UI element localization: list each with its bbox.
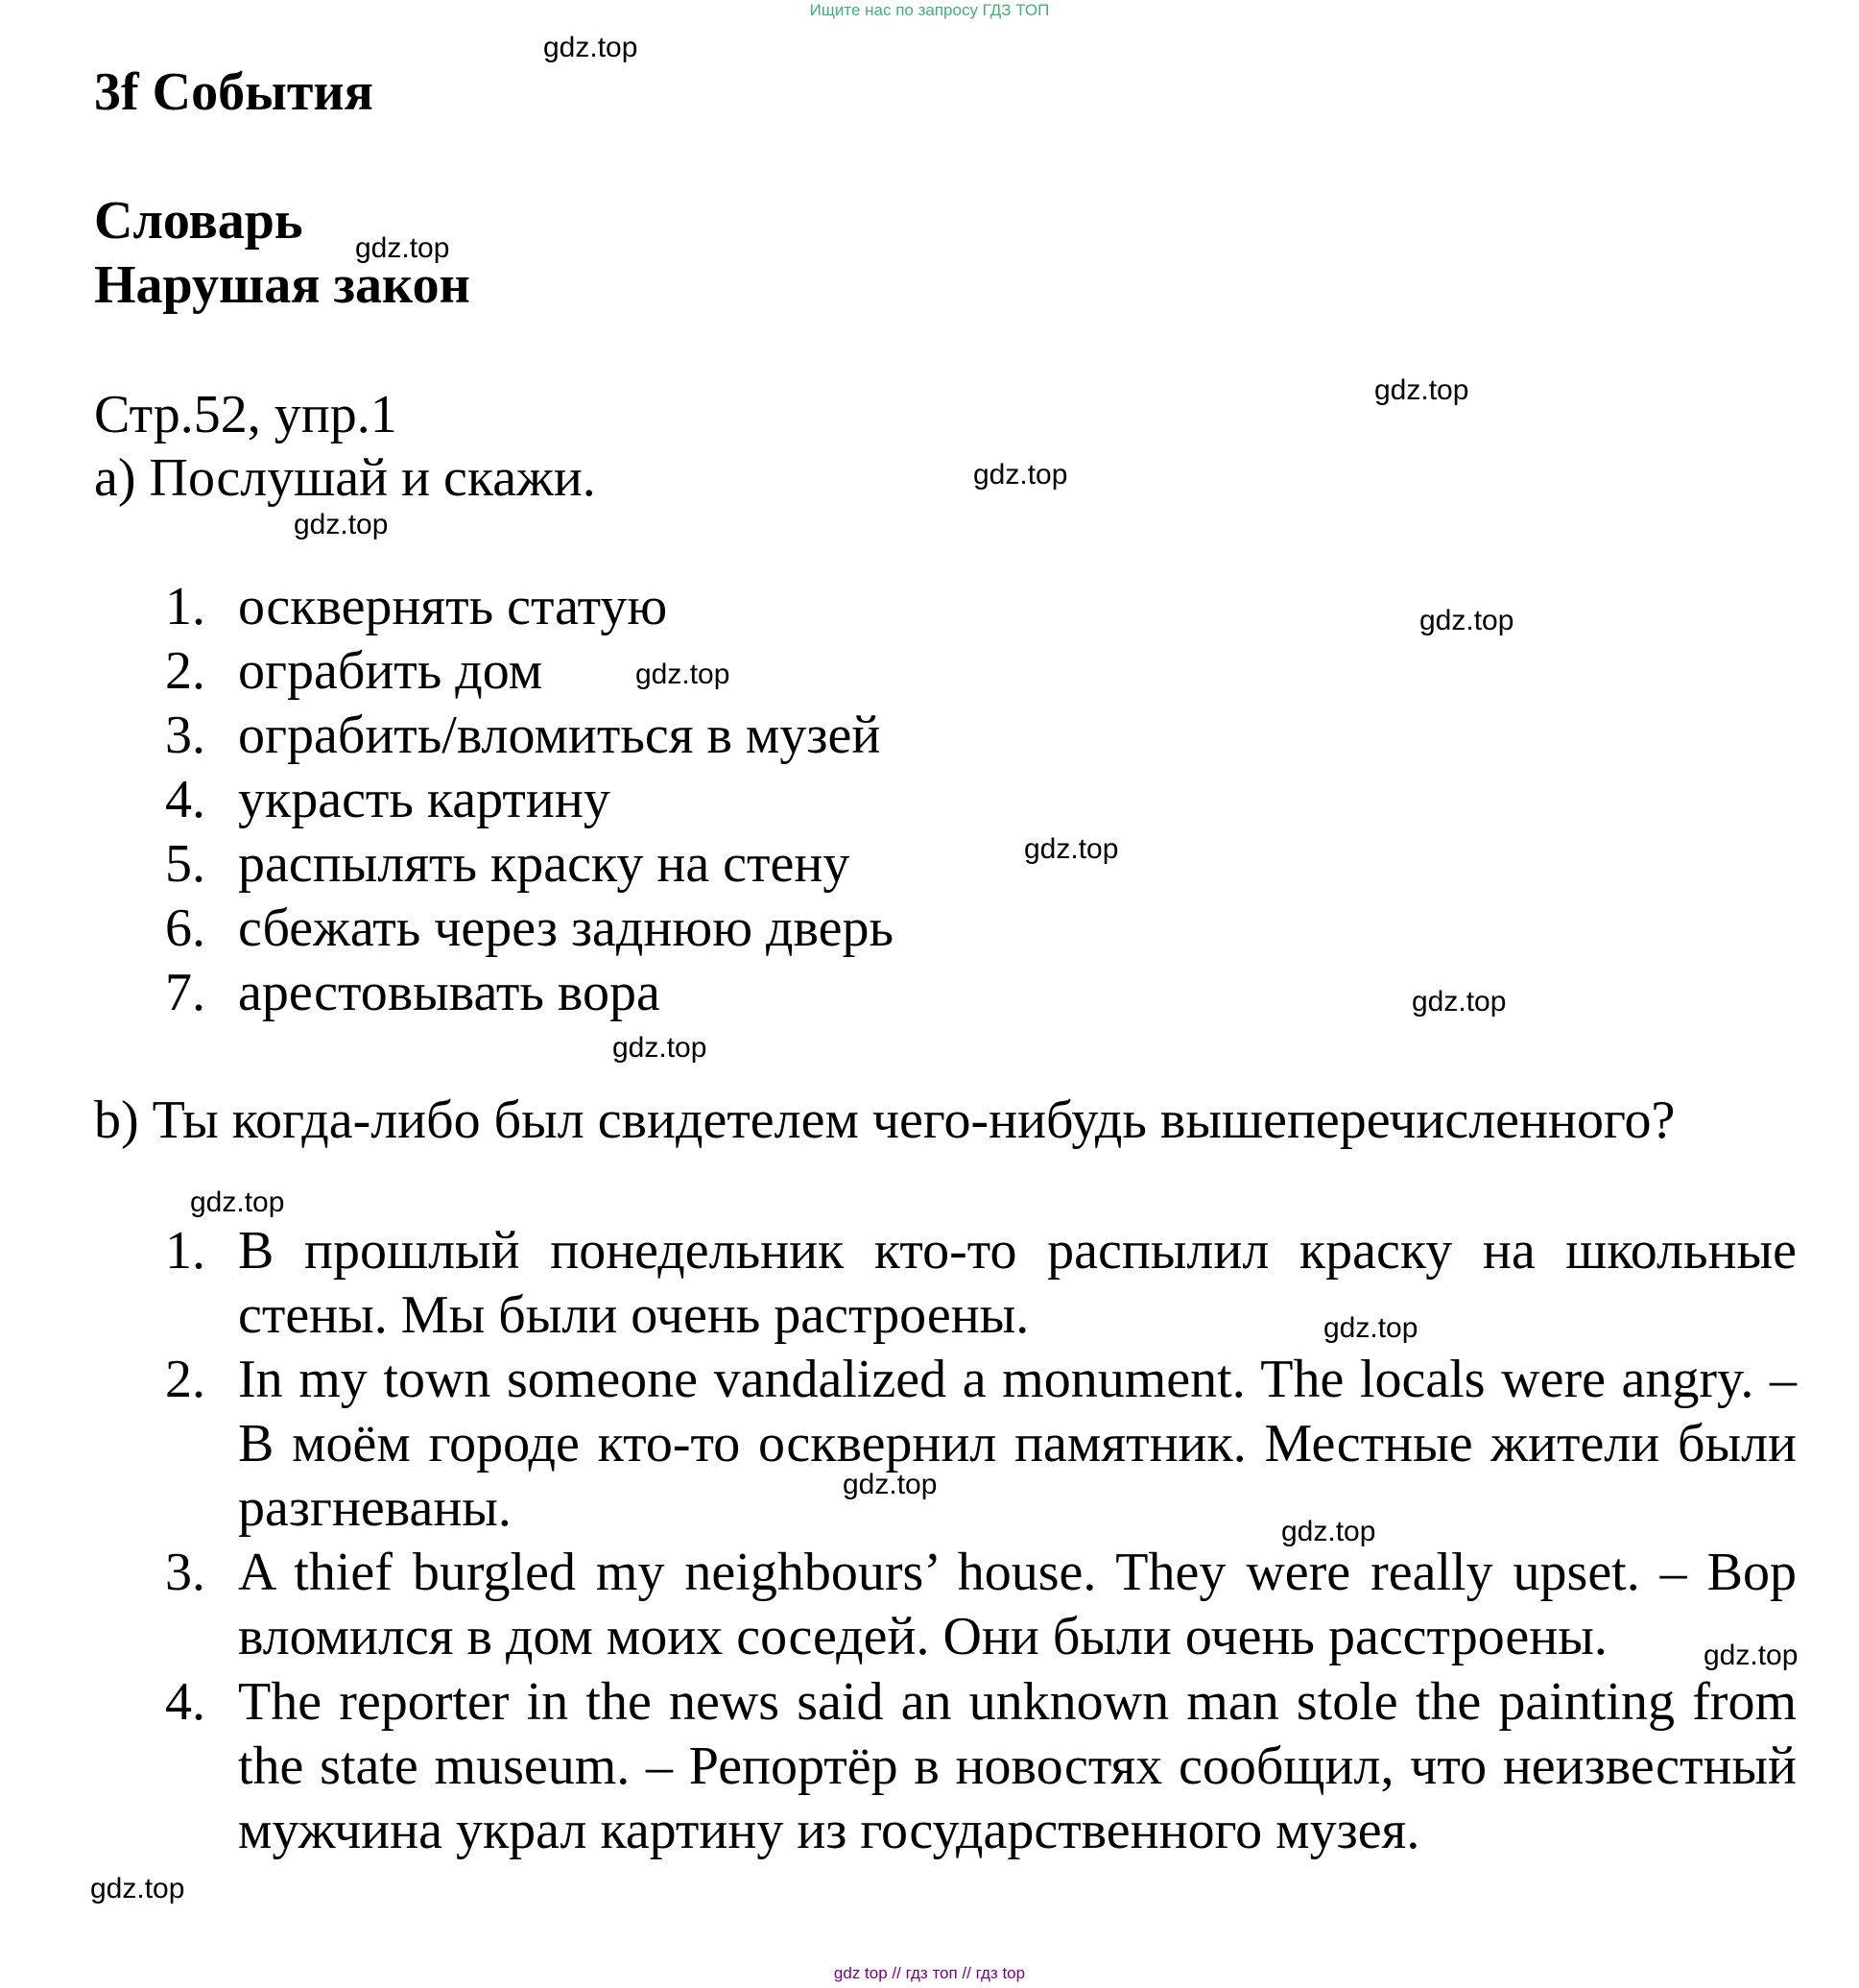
watermark: gdz.top [1323, 1312, 1418, 1344]
section-title: Словарь [94, 191, 303, 251]
list-item-text: распылять краску на стену [238, 834, 850, 894]
watermark: gdz.top [355, 232, 450, 264]
list-item-number: 4. [165, 770, 205, 829]
answer-item [165, 1219, 1797, 1348]
watermark: gdz.top [635, 659, 730, 690]
answer-text: The reporter in the news said an unknown man stole the painting from the state museum. – Репортёр в новостях сообщил, что неизвестный мужчина украл картину из государственного музея. [238, 1672, 1797, 1860]
subsection-title: Нарушая закон [94, 255, 470, 315]
list-item-number: 1. [165, 577, 205, 636]
lesson-title: 3f События [94, 62, 373, 122]
watermark: gdz.top [294, 509, 389, 540]
list-item-number: 2. [165, 641, 205, 701]
answer-text: A thief burgled my neighbours’ house. They were really upset. – Вор вломился в дом моих соседей. Они были очень расстроены. [238, 1543, 1797, 1666]
part-a-instruction: a) Послушай и скажи. [94, 448, 596, 508]
list-item [165, 705, 880, 766]
list-item [165, 576, 667, 637]
list-item-text: арестовывать вора [238, 963, 660, 1022]
answer-text: В прошлый понедельник кто-то распылил краску на школьные стены. Мы были очень растроены. [238, 1221, 1797, 1345]
part-b-instruction: b) Ты когда-либо был свидетелем чего-нибудь вышеперечисленного? [94, 1090, 1676, 1150]
bottom-banner: gdz top // гдз топ // гдз top [833, 1964, 1026, 1982]
watermark: gdz.top [543, 32, 638, 63]
answer-item [165, 1670, 1797, 1863]
watermark: gdz.top [1412, 986, 1507, 1018]
list-item-text: украсть картину [238, 770, 610, 829]
watermark: gdz.top [1704, 1640, 1799, 1671]
list-item [165, 962, 660, 1023]
list-item [165, 833, 849, 895]
list-item [165, 769, 610, 830]
watermark: gdz.top [843, 1469, 938, 1500]
list-item-number: 6. [165, 898, 205, 958]
answer-item [165, 1348, 1797, 1541]
page-reference: Стр.52, упр.1 [94, 385, 397, 444]
list-item-number: 5. [165, 834, 205, 894]
top-banner: Ищите нас по запросу ГДЗ ТОП [809, 1, 1050, 19]
list-item-text: сбежать через заднюю дверь [238, 898, 894, 958]
answer-text: In my town someone vandalized a monument. The locals were angry. – В моём городе кто-то осквернил памятник. Местные жители были разгневаны. [238, 1350, 1797, 1538]
answer-number: 2. [165, 1350, 205, 1409]
list-item-text: осквернять статую [238, 577, 668, 636]
watermark: gdz.top [1281, 1516, 1376, 1547]
list-item-text: ограбить/вломиться в музей [238, 706, 881, 765]
list-item-number: 3. [165, 706, 205, 765]
watermark: gdz.top [1374, 374, 1469, 406]
watermark: gdz.top [90, 1873, 185, 1904]
answer-number: 1. [165, 1221, 205, 1281]
watermark: gdz.top [1024, 833, 1119, 865]
answer-number: 3. [165, 1543, 205, 1602]
watermark: gdz.top [1419, 605, 1514, 636]
list-item-text: ограбить дом [238, 641, 543, 701]
watermark: gdz.top [973, 459, 1068, 491]
list-item [165, 898, 894, 959]
watermark: gdz.top [190, 1186, 285, 1218]
watermark: gdz.top [612, 1032, 707, 1064]
answer-item [165, 1541, 1797, 1669]
answer-number: 4. [165, 1672, 205, 1732]
list-item-number: 7. [165, 963, 205, 1022]
list-item [165, 640, 542, 702]
